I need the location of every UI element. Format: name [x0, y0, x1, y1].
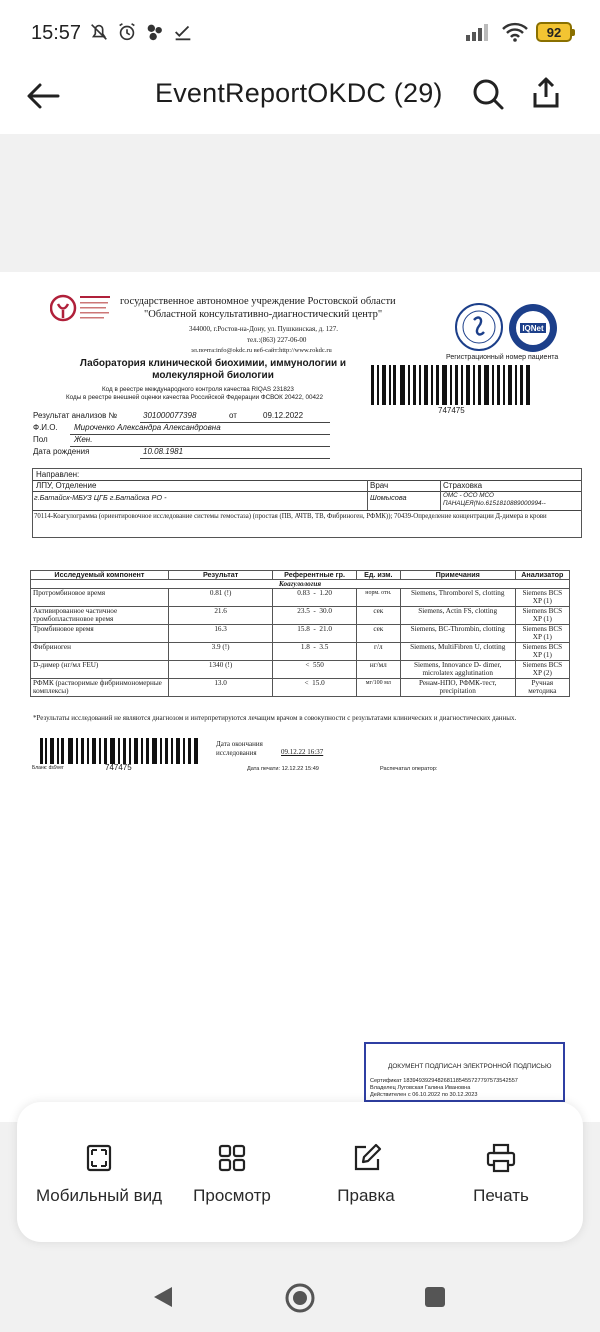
mute-icon — [88, 21, 110, 43]
section-title: Коагулология — [31, 580, 570, 589]
row-result: 21.6 — [168, 607, 272, 625]
check-icon — [172, 21, 194, 43]
referral-box — [32, 468, 582, 538]
back-triangle-icon[interactable] — [150, 1284, 176, 1310]
fsvok-code: Коды в реестре внешней оценки качества Российской Федерации ФСВОК 20422, 00422 — [66, 394, 324, 401]
home-circle-icon[interactable] — [284, 1282, 316, 1314]
view-button[interactable] — [157, 1142, 307, 1206]
org-phone: тел.:(863) 227-06-00 — [247, 336, 307, 344]
signature-owner: Владелец Луговская Галина Ивановна — [370, 1085, 471, 1091]
printed-by: Распечатал оператор: — [380, 766, 438, 772]
row-result: 0.81 (!) — [168, 589, 272, 607]
battery-level: 92 — [546, 24, 562, 40]
row-analyzer: Ручная методика — [515, 679, 569, 697]
fio-label: Ф.И.О. — [33, 423, 58, 432]
document-title: EventReportOKDC (29) — [155, 78, 443, 108]
fullscreen-frame-icon — [83, 1142, 115, 1174]
row-reference: < 550 — [273, 661, 357, 679]
row-reference: 0.83 - 1.20 — [273, 589, 357, 607]
svg-text:IQNet: IQNet — [522, 324, 544, 333]
insurance-label: Страховка — [443, 481, 483, 490]
section-row — [31, 580, 570, 589]
signature-certificate: Сертификат 1839493929482681185455727797573542557 — [370, 1078, 518, 1084]
table-row — [31, 625, 570, 643]
table-header-row — [31, 571, 570, 580]
row-result: 1340 (!) — [168, 661, 272, 679]
form-code: Бланк: ds9ver — [32, 765, 64, 771]
row-component: D-димер (нг/мл FEU) — [31, 661, 169, 679]
signature-title: ДОКУМЕНТ ПОДПИСАН ЭЛЕКТРОННОЙ ПОДПИСЬЮ — [388, 1063, 552, 1070]
row-analyzer: Siemens BCS XP (1) — [515, 589, 569, 607]
arrow-left-icon[interactable] — [24, 76, 64, 116]
finish-label-2: исследования — [216, 749, 257, 757]
status-bar — [0, 0, 600, 66]
row-note: Siemens, Actin FS, clotting — [400, 607, 515, 625]
result-number: 301000077398 — [143, 411, 197, 420]
patient-barcode-number: 747475 — [438, 406, 465, 415]
row-analyzer: Siemens BCS XP (2) — [515, 661, 569, 679]
report-barcode-number: 747475 — [105, 763, 132, 772]
system-nav-bar — [0, 1262, 600, 1332]
table-row — [31, 589, 570, 607]
row-unit: норм. отн. — [356, 589, 400, 607]
iso-seal — [454, 302, 504, 352]
row-reference: 15.8 - 21.0 — [273, 625, 357, 643]
table-row — [31, 607, 570, 625]
wifi-icon — [502, 22, 528, 42]
finish-date: 09.12.22 16:37 — [281, 748, 324, 756]
print-button[interactable] — [426, 1142, 576, 1206]
row-analyzer: Siemens BCS XP (1) — [515, 607, 569, 625]
recents-square-icon[interactable] — [424, 1286, 446, 1308]
print-label: Печать — [473, 1186, 529, 1205]
org-email-web: эл.почта:info@okdc.ru веб-сайт:http://www.rokdc.ru — [191, 347, 332, 354]
alarm-icon — [116, 21, 138, 43]
iqnet-seal — [507, 302, 559, 354]
row-unit: мг/100 мл — [356, 679, 400, 697]
row-result: 13.0 — [168, 679, 272, 697]
row-analyzer: Siemens BCS XP (1) — [515, 625, 569, 643]
row-note: Siemens, Thromborel S, clotting — [400, 589, 515, 607]
col-reference: Референтные гр. — [273, 571, 357, 580]
table-row — [31, 661, 570, 679]
finish-label-1: Дата окончания — [216, 740, 263, 748]
signal-icon — [464, 22, 494, 42]
row-result: 16.3 — [168, 625, 272, 643]
row-component: Тромбиновое время — [31, 625, 169, 643]
lpu-label: ЛПУ, Отделение — [36, 481, 97, 490]
row-note: Siemens, MultiFibren U, clotting — [400, 643, 515, 661]
table-row — [31, 679, 570, 697]
row-note: Siemens, BC-Thrombin, clotting — [400, 625, 515, 643]
row-unit: нг/мл — [356, 661, 400, 679]
row-reference: 23.5 - 30.0 — [273, 607, 357, 625]
row-unit: сек — [356, 607, 400, 625]
services-list: 70114-Коагулограмма (ориентировочное исследование системы гемостаза) (простая (ПВ, АЧТВ, ТВ, Фибриноген, РФМК)); 70439-Определение концентрации Д-димера в крови — [34, 513, 547, 520]
patient-reg-label: Регистрационный номер пациента — [446, 354, 559, 361]
sex-label: Пол — [33, 435, 48, 444]
mobile-view-button[interactable] — [24, 1142, 174, 1206]
patient-sex: Жен. — [74, 435, 93, 444]
col-notes: Примечания — [400, 571, 515, 580]
document-page[interactable] — [0, 272, 600, 1122]
birth-label: Дата рождения — [33, 447, 90, 456]
lpu-value: г.Батайск-МБУЗ ЦГБ г.Батайска РО - — [34, 493, 167, 502]
edit-icon — [350, 1142, 382, 1174]
bottom-action-sheet — [17, 1102, 583, 1242]
report-barcode — [40, 738, 198, 764]
okdc-logo — [50, 292, 112, 326]
org-address: 344000, г.Ростов-на-Дону, ул. Пушкинская, д. 127. — [189, 325, 339, 333]
row-unit: сек — [356, 625, 400, 643]
row-component: РФМК (растворимые фибринмономерные комплексы) — [31, 679, 169, 697]
view-label: Просмотр — [193, 1186, 271, 1205]
result-date: 09.12.2022 — [263, 411, 304, 420]
share-icon[interactable] — [528, 75, 564, 111]
row-component: Фибриноген — [31, 643, 169, 661]
results-table — [30, 570, 570, 697]
col-result: Результат — [168, 571, 272, 580]
edit-label: Правка — [337, 1186, 395, 1205]
doctor-label: Врач — [370, 481, 389, 490]
print-icon — [485, 1142, 517, 1174]
edit-button[interactable] — [291, 1142, 441, 1206]
row-analyzer: Siemens BCS XP (1) — [515, 643, 569, 661]
insurance-value-2: ПАНАЦЕЯ(No.6151810889000994-- — [443, 500, 546, 507]
doctor-value: Шомысова — [370, 493, 407, 502]
row-note: Siemens, Innovance D- dimer, microlatex agglutination — [400, 661, 515, 679]
digital-signature-box — [364, 1042, 565, 1102]
col-unit: Ед. изм. — [356, 571, 400, 580]
col-component: Исследуемый компонент — [31, 571, 169, 580]
patient-barcode — [371, 365, 531, 405]
riqas-code: Код в реестре международного контроля качества RIQAS 231823 — [102, 386, 294, 393]
row-reference: < 15.0 — [273, 679, 357, 697]
col-analyzer: Анализатор — [515, 571, 569, 580]
birth-date: 10.08.1981 — [143, 447, 184, 456]
app-dots-icon — [144, 21, 166, 43]
status-time: 15:57 — [31, 22, 82, 44]
print-date: Дата печати: 12.12.22 15:49 — [247, 766, 319, 772]
signature-validity: Действителен с 06.10.2022 по 30.12.2023 — [370, 1092, 478, 1098]
row-reference: 1.8 - 3.5 — [273, 643, 357, 661]
directed-label: Направлен: — [36, 470, 80, 479]
grid-view-icon — [216, 1142, 248, 1174]
results-footnote: *Результаты исследований не являются диагнозом и интерпретируются лечащим врачом в совокупности с результатами клинических и диагностических данных. — [33, 714, 517, 722]
result-label: Результат анализов № — [33, 411, 118, 420]
row-component: Активированное частичное тромбопластиновое время — [31, 607, 169, 625]
search-icon[interactable] — [470, 76, 506, 112]
app-bar — [0, 66, 600, 134]
table-row — [31, 643, 570, 661]
battery-indicator — [536, 22, 572, 42]
row-result: 3.9 (!) — [168, 643, 272, 661]
patient-fio: Мироченко Александра Александровна — [74, 423, 221, 432]
row-component: Протромбиновое время — [31, 589, 169, 607]
org-name-line1: государственное автономное учреждение Ростовской области — [120, 296, 396, 307]
mobile-view-label: Мобильный вид — [35, 1186, 163, 1205]
result-from-label: от — [229, 411, 237, 420]
org-name-line2: "Областной консультативно-диагностический центр" — [144, 309, 383, 320]
row-note: Ренам-НПО, РФМК-тест, precipitation — [400, 679, 515, 697]
lab-title: Лаборатория клинической биохимии, иммунологии и молекулярной биологии — [79, 358, 347, 381]
insurance-value-1: ОМС - ОСО МСО — [443, 492, 494, 499]
row-unit: г/л — [356, 643, 400, 661]
